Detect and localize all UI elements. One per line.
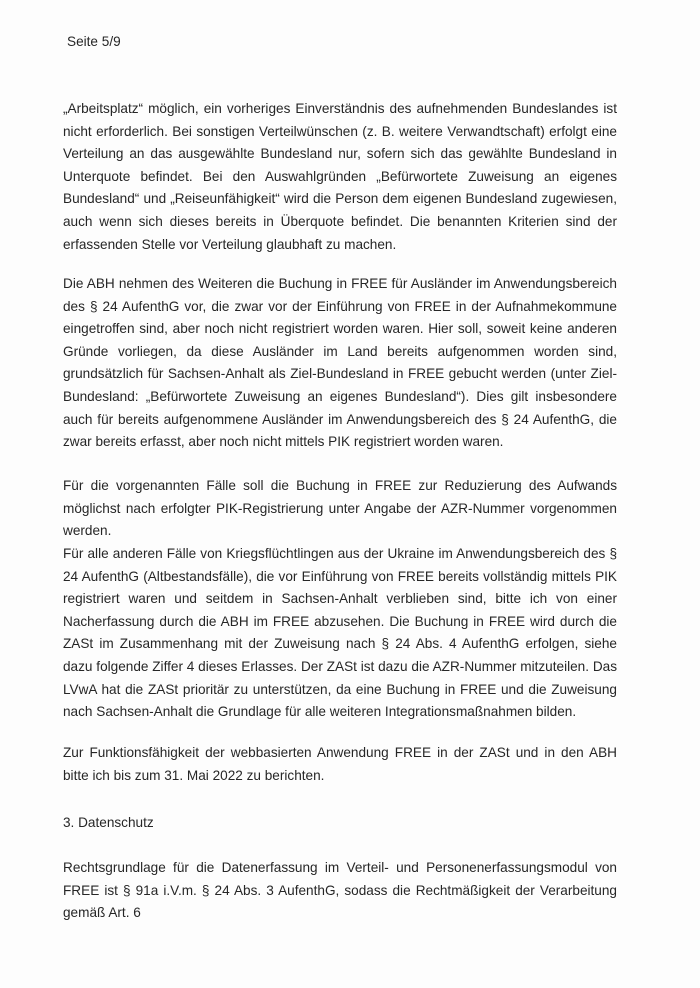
paragraph-pik-registration: Für die vorgenannten Fälle soll die Buchung in FREE zur Reduzierung des Aufwands möglichst nach erfolgter PIK-Registrierung unter Angabe der AZR-Nummer vorgenommen werden. [63, 478, 617, 539]
paragraph-abh-booking: Die ABH nehmen des Weiteren die Buchung in FREE für Ausländer im Anwendungsbereich des § 24 AufenthG vor, die zwar vor der Einführung von FREE in der Aufnahmekommune eingetroffen sind, aber noch nicht registriert worden waren. Hier soll, soweit keine anderen Gründe vorliegen, da diese Ausländer im Land bereits aufgenommen worden sind, grundsätzlich für Sachsen-Anhalt als Ziel-Bundesland in FREE gebucht werden (unter Ziel-Bundesland: „Befürwortete Zuweisung an eigenes Bundesland“). Dies gilt insbesondere auch für bereits aufgenommene Ausländer im Anwendungsbereich des § 24 AufenthG, die zwar bereits erfasst, aber noch nicht mittels PIK registriert worden waren. [63, 276, 617, 450]
paragraph-legal-basis: Rechtsgrundlage für die Datenerfassung im Verteil- und Personenerfassungsmodul von FREE ist § 91a i.V.m. § 24 Abs. 3 AufenthG, sodass die Rechtmäßigkeit der Verarbeitung gemäß Art. 6 [63, 860, 617, 921]
paragraph-legacy-cases: Für alle anderen Fälle von Kriegsflüchtlingen aus der Ukraine im Anwendungsbereich des § 24 AufenthG (Altbestandsfälle), die vor Einführung von FREE bereits vollständig mittels PIK registriert waren und seitdem in Sachsen-Anhalt verblieben sind, bitte ich von einer Nacherfassung durch die ABH im FREE abzusehen. Die Buchung in FREE wird durch die ZASt im Zusammenhang mit der Zuweisung nach § 24 Abs. 4 AufenthG erfolgen, siehe dazu folgende Ziffer 4 dieses Erlasses. Der ZASt ist dazu die AZR-Nummer mitzuteilen. Das LVwA hat die ZASt prioritär zu unterstützen, da eine Buchung in FREE und die Zuweisung nach Sachsen-Anhalt die Grundlage für alle weiteren Integrationsmaßnahmen bilden. [63, 546, 617, 720]
paragraph-distribution-criteria: „Arbeitsplatz“ möglich, ein vorheriges Einverständnis des aufnehmenden Bundeslandes ist nicht erforderlich. Bei sonstigen Verteilwünschen (z. B. weitere Verwandtschaft) erfolgt eine Verteilung an das ausgewählte Bundesland nur, sofern sich das gewählte Bundesland in Unterquote befindet. Bei den Auswahlgründen „Befürwortete Zuweisung an eigenes Bundesland“ und „Reiseunfähigkeit“ wird die Person dem eigenen Bundesland zugewiesen, auch wenn sich dieses bereits in Überquote befindet. Die benannten Kriterien sind der erfassenden Stelle vor Verteilung glaubhaft zu machen. [63, 101, 617, 252]
paragraph-report-deadline: Zur Funktionsfähigkeit der webbasierten Anwendung FREE in der ZASt und in den ABH bitte ich bis zum 31. Mai 2022 zu berichten. [63, 745, 617, 783]
page-number: Seite 5/9 [67, 34, 121, 49]
section-heading-data-protection: 3. Datenschutz [63, 815, 154, 830]
